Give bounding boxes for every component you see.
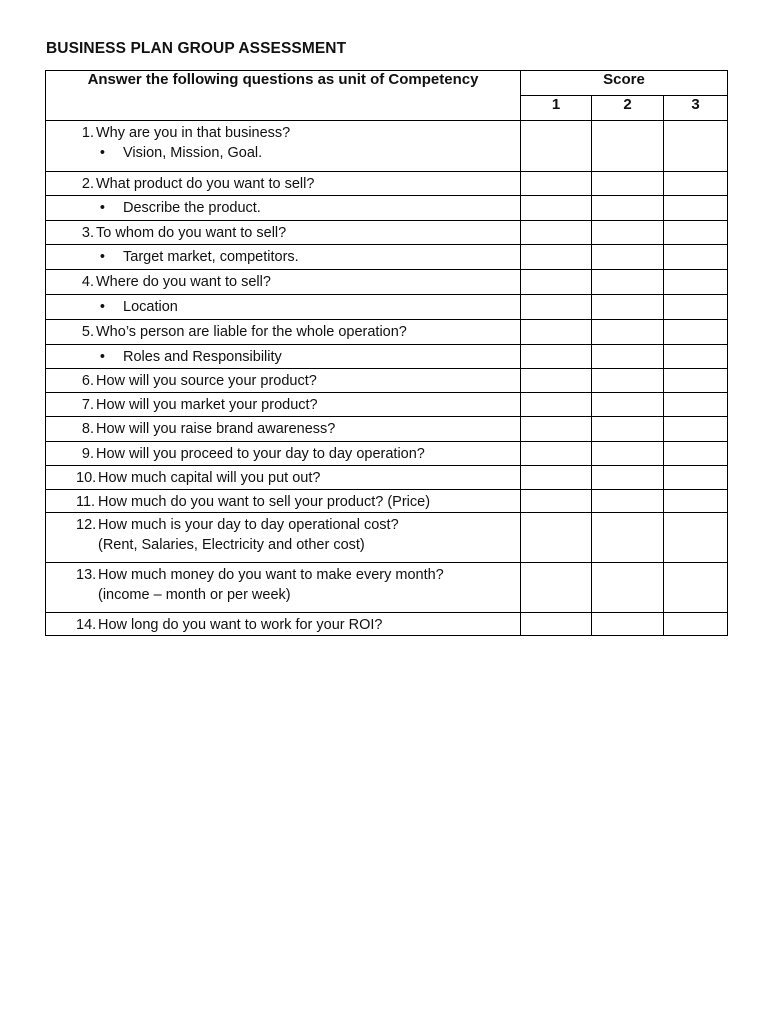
question-text: Where do you want to sell? xyxy=(96,274,271,290)
question-text: How much is your day to day operational cost? xyxy=(98,517,399,533)
score-cell-3[interactable] xyxy=(664,345,728,369)
question-text: How much do you want to sell your product? (Price) xyxy=(98,494,431,510)
score-cell-1[interactable] xyxy=(521,466,592,490)
score-cell-1[interactable] xyxy=(521,221,592,245)
score-cell-2[interactable] xyxy=(592,320,664,345)
question-number: 5. xyxy=(81,324,94,340)
question-text: How will you source your product? xyxy=(96,373,317,389)
question-cell xyxy=(46,613,521,636)
question-number: 13. xyxy=(76,567,97,583)
bullet-text: Describe the product. xyxy=(123,200,261,216)
table-row xyxy=(46,369,728,393)
bullet-text: Target market, competitors. xyxy=(123,249,299,265)
score-cell-2[interactable] xyxy=(592,466,664,490)
score-cell-2[interactable] xyxy=(592,121,664,172)
score-column-3-header: 3 xyxy=(664,96,728,121)
score-cell-1[interactable] xyxy=(521,295,592,320)
question-text: How will you market your product? xyxy=(96,397,318,413)
question-text: Who’s person are liable for the whole operation? xyxy=(96,324,407,340)
score-cell-3[interactable] xyxy=(664,466,728,490)
score-cell-3[interactable] xyxy=(664,221,728,245)
question-text: How long do you want to work for your ROI? xyxy=(98,617,383,633)
score-cell-2[interactable] xyxy=(592,513,664,563)
question-number: 10. xyxy=(76,470,97,486)
question-number: 9. xyxy=(81,446,94,462)
question-text: How will you raise brand awareness? xyxy=(96,421,336,437)
question-continuation: (Rent, Salaries, Electricity and other cost) xyxy=(98,537,365,553)
question-cell xyxy=(46,442,521,466)
score-cell-2[interactable] xyxy=(592,563,664,613)
question-cell xyxy=(46,466,521,490)
score-cell-2[interactable] xyxy=(592,417,664,442)
question-number: 11. xyxy=(76,494,96,510)
score-cell-2[interactable] xyxy=(592,295,664,320)
score-cell-1[interactable] xyxy=(521,613,592,636)
question-cell xyxy=(46,172,521,196)
table-row xyxy=(46,221,728,245)
score-cell-2[interactable] xyxy=(592,442,664,466)
table-row xyxy=(46,121,728,172)
score-cell-3[interactable] xyxy=(664,369,728,393)
question-number: 3. xyxy=(81,225,94,241)
question-text: What product do you want to sell? xyxy=(96,176,315,192)
question-number: 7. xyxy=(81,397,94,413)
score-cell-3[interactable] xyxy=(664,490,728,513)
question-column-header: Answer the following questions as unit of Competency xyxy=(46,71,521,121)
bullet-text: Location xyxy=(123,299,178,315)
question-cell xyxy=(46,121,521,172)
bullet-icon: • xyxy=(99,200,105,216)
question-cell xyxy=(46,490,521,513)
score-cell-1[interactable] xyxy=(521,172,592,196)
score-cell-3[interactable] xyxy=(664,393,728,417)
score-cell-1[interactable] xyxy=(521,417,592,442)
score-cell-1[interactable] xyxy=(521,369,592,393)
table-row xyxy=(46,513,728,563)
score-cell-3[interactable] xyxy=(664,245,728,270)
score-cell-1[interactable] xyxy=(521,270,592,295)
table-row xyxy=(46,295,728,320)
question-number: 8. xyxy=(81,421,94,437)
bullet-icon: • xyxy=(99,145,105,161)
score-cell-3[interactable] xyxy=(664,121,728,172)
question-text: How will you proceed to your day to day operation? xyxy=(96,446,425,462)
question-text: Why are you in that business? xyxy=(96,125,291,141)
bullet-text: Vision, Mission, Goal. xyxy=(123,145,263,161)
table-row xyxy=(46,320,728,345)
score-cell-3[interactable] xyxy=(664,320,728,345)
bullet-icon: • xyxy=(99,349,105,365)
table-row xyxy=(46,270,728,295)
question-continuation: (income – month or per week) xyxy=(98,587,291,603)
question-cell xyxy=(46,295,521,320)
table-row xyxy=(46,196,728,221)
score-header: Score xyxy=(521,71,728,96)
table-row xyxy=(46,563,728,613)
question-cell xyxy=(46,270,521,295)
score-cell-1[interactable] xyxy=(521,442,592,466)
question-cell xyxy=(46,417,521,442)
question-cell xyxy=(46,563,521,613)
question-cell xyxy=(46,245,521,270)
score-cell-1[interactable] xyxy=(521,345,592,369)
question-text: How much capital will you put out? xyxy=(98,470,321,486)
score-cell-3[interactable] xyxy=(664,563,728,613)
score-cell-1[interactable] xyxy=(521,490,592,513)
score-cell-1[interactable] xyxy=(521,245,592,270)
score-cell-3[interactable] xyxy=(664,417,728,442)
score-cell-3[interactable] xyxy=(664,613,728,636)
table-row xyxy=(46,417,728,442)
score-cell-1[interactable] xyxy=(521,320,592,345)
question-number: 1. xyxy=(81,125,94,141)
assessment-table xyxy=(45,70,728,636)
score-cell-2[interactable] xyxy=(592,393,664,417)
question-number: 14. xyxy=(76,617,97,633)
table-row xyxy=(46,466,728,490)
score-cell-3[interactable] xyxy=(664,295,728,320)
bullet-text: Roles and Responsibility xyxy=(123,349,282,365)
question-number: 2. xyxy=(81,176,94,192)
score-cell-1[interactable] xyxy=(521,563,592,613)
score-cell-1[interactable] xyxy=(521,121,592,172)
question-number: 6. xyxy=(81,373,94,389)
question-text: To whom do you want to sell? xyxy=(96,225,287,241)
question-cell xyxy=(46,513,521,563)
score-cell-2[interactable] xyxy=(592,196,664,221)
table-row xyxy=(46,345,728,369)
question-number: 4. xyxy=(81,274,94,290)
score-cell-3[interactable] xyxy=(664,513,728,563)
table-row xyxy=(46,490,728,513)
question-text: How much money do you want to make every month? xyxy=(98,567,444,583)
table-row xyxy=(46,442,728,466)
score-cell-2[interactable] xyxy=(592,490,664,513)
score-cell-3[interactable] xyxy=(664,442,728,466)
score-column-2-header: 2 xyxy=(592,96,664,121)
question-cell xyxy=(46,345,521,369)
score-cell-1[interactable] xyxy=(521,393,592,417)
bullet-icon: • xyxy=(99,249,105,265)
table-row xyxy=(46,393,728,417)
score-cell-2[interactable] xyxy=(592,369,664,393)
score-cell-2[interactable] xyxy=(592,245,664,270)
question-number: 12. xyxy=(76,517,97,533)
table-row xyxy=(46,172,728,196)
question-cell xyxy=(46,393,521,417)
score-cell-3[interactable] xyxy=(664,270,728,295)
score-cell-2[interactable] xyxy=(592,221,664,245)
question-cell xyxy=(46,369,521,393)
question-cell xyxy=(46,196,521,221)
score-cell-3[interactable] xyxy=(664,196,728,221)
document-title: BUSINESS PLAN GROUP ASSESSMENT xyxy=(46,40,347,57)
bullet-icon: • xyxy=(99,299,105,315)
score-column-1-header: 1 xyxy=(521,96,592,121)
score-cell-2[interactable] xyxy=(592,172,664,196)
score-cell-2[interactable] xyxy=(592,345,664,369)
question-cell xyxy=(46,221,521,245)
score-cell-3[interactable] xyxy=(664,172,728,196)
score-cell-1[interactable] xyxy=(521,196,592,221)
table-row xyxy=(46,245,728,270)
score-cell-2[interactable] xyxy=(592,613,664,636)
question-cell xyxy=(46,320,521,345)
table-row xyxy=(46,613,728,636)
score-cell-1[interactable] xyxy=(521,513,592,563)
score-cell-2[interactable] xyxy=(592,270,664,295)
